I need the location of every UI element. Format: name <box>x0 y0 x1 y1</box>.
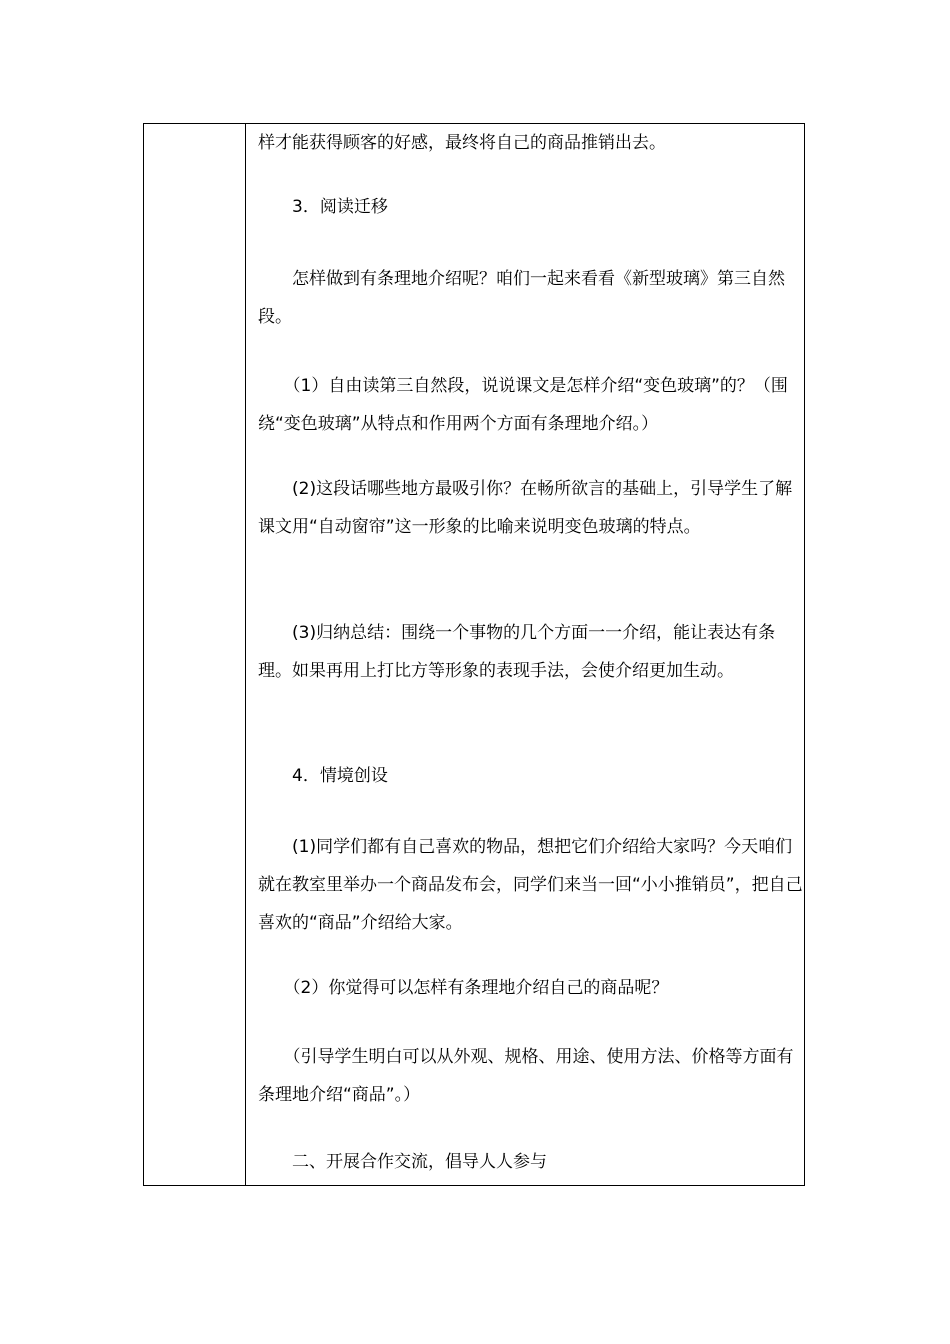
paragraph-scenario-2: （2）你觉得可以怎样有条理地介绍自己的商品呢？ <box>258 978 669 998</box>
paragraph-continuation: 样才能获得顾客的好感，最终将自己的商品推销出去。 <box>258 133 666 153</box>
paragraph-how-to-introduce: 怎样做到有条理地介绍呢？咱们一起来看看《新型玻璃》第三自然段。 <box>258 269 785 327</box>
paragraph-step-1: （1）自由读第三自然段，说说课文是怎样介绍“变色玻璃”的？（围绕“变色玻璃”从特点和作用两个方面有条理地介绍。） <box>258 376 788 434</box>
heading-reading-transfer: 3．阅读迁移 <box>258 197 388 217</box>
heading-part-two: 二、开展合作交流，倡导人人参与 <box>258 1152 547 1172</box>
heading-scenario-setup: 4．情境创设 <box>258 766 388 786</box>
paragraph-scenario-1: (1)同学们都有自己喜欢的物品，想把它们介绍给大家吗？今天咱们就在教室里举办一个商品发布会，同学们来当一回“小小推销员”，把自己喜欢的“商品”介绍给大家。 <box>258 837 803 933</box>
paragraph-step-2: (2)这段话哪些地方最吸引你？在畅所欲言的基础上，引导学生了解课文用“自动窗帘”这一形象的比喻来说明变色玻璃的特点。 <box>258 479 793 537</box>
table-left-cell <box>144 124 246 1185</box>
paragraph-guidance: （引导学生明白可以从外观、规格、用途、使用方法、价格等方面有条理地介绍“商品”。） <box>258 1047 794 1105</box>
table-content-cell <box>246 124 804 1185</box>
paragraph-step-3: (3)归纳总结：围绕一个事物的几个方面一一介绍，能让表达有条理。如果再用上打比方等形象的表现手法，会使介绍更加生动。 <box>258 623 776 681</box>
lesson-plan-table <box>143 123 805 1186</box>
